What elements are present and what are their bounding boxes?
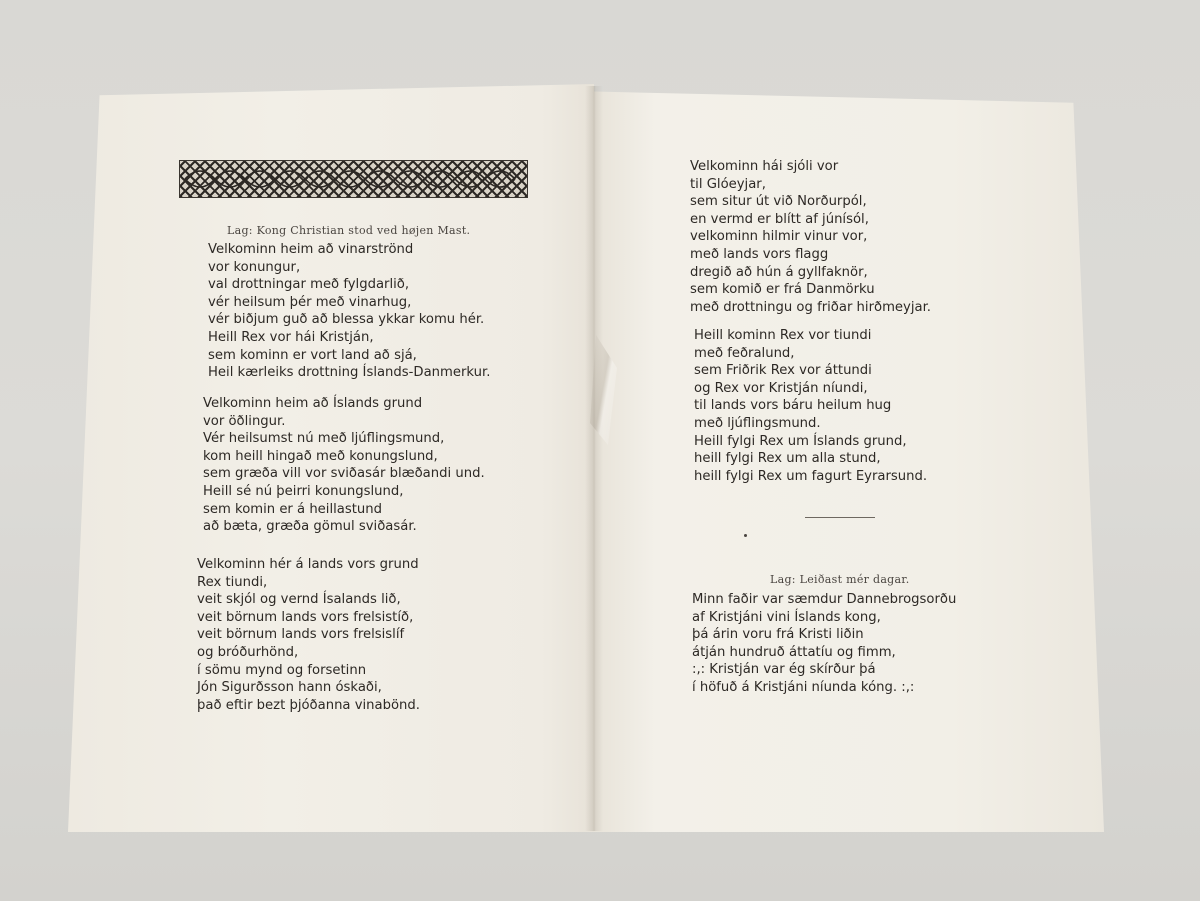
verse-line: með ljúflingsmund. (694, 415, 821, 431)
verse-line: veit börnum lands vors frelsistíð, (197, 609, 414, 625)
verse-line: Rex tiundi, (197, 574, 268, 590)
verse-line: þá árin voru frá Kristi liðin (692, 627, 864, 643)
verse-line: val drottningar með fylgdarlið, (208, 277, 410, 293)
verse-line: Jón Sigurðsson hann óskaði, (197, 680, 382, 696)
verse-line: vor konungur, (208, 259, 301, 275)
verse-line: af Kristjáni vini Íslands kong, (692, 609, 881, 625)
verse-line: Heill kominn Rex vor tiundi (694, 328, 872, 343)
verse-line: með lands vors flagg (690, 246, 829, 262)
verse-line: með drottningu og friðar hirðmeyjar. (690, 299, 931, 315)
book-gutter (585, 86, 603, 831)
verse-line: til Glóeyjar, (690, 176, 766, 192)
verse-line: Minn faðir var sæmdur Dannebrogsorðu (692, 592, 957, 607)
verse-line: Heil kærleiks drottning Íslands-Danmerkur. (208, 365, 491, 381)
song-2-stanza (692, 591, 956, 697)
verse-line: Heill sé nú þeirri konungslund, (203, 483, 404, 499)
verse-line: sem komið er frá Danmörku (690, 282, 875, 298)
verse-line: Velkominn heim að vinarströnd (208, 242, 414, 257)
stanza-4 (690, 158, 931, 316)
section-divider (805, 517, 875, 518)
verse-line: sem komin er á heillastund (203, 501, 382, 517)
verse-line: heill fylgi Rex um alla stund, (694, 451, 881, 467)
verse-line: sem Friðrik Rex vor áttundi (694, 363, 872, 379)
verse-line: og bróðurhönd, (197, 644, 299, 660)
stanza-1 (208, 241, 490, 382)
verse-line: vér biðjum guð að blessa ykkar komu hér. (208, 312, 485, 328)
verse-line: Vér heilsumst nú með ljúflingsmund, (203, 431, 445, 447)
ink-speck (744, 534, 747, 537)
verse-line: vor öðlingur. (203, 413, 286, 429)
verse-line: í sömu mynd og forsetinn (197, 662, 367, 678)
verse-line: sem situr út við Norðurpól, (690, 194, 867, 210)
verse-line: en vermd er blítt af júnísól, (690, 211, 869, 227)
verse-line: Heill Rex vor hái Kristján, (208, 329, 374, 345)
verse-line: kom heill hingað með konungslund, (203, 448, 438, 464)
tune-label-right: Lag: Leiðast mér dagar. (770, 573, 910, 586)
verse-line: það eftir bezt þjóðanna vinabönd. (197, 697, 420, 713)
tune-label-left: Lag: Kong Christian stod ved højen Mast. (227, 224, 471, 237)
verse-line: átján hundruð áttatíu og fimm, (692, 644, 896, 660)
stanza-3 (197, 556, 420, 714)
stanza-5 (694, 327, 927, 485)
verse-line: til lands vors báru heilum hug (694, 398, 892, 414)
verse-line: sem græða vill vor sviðasár blæðandi und. (203, 466, 485, 482)
verse-line: með feðralund, (694, 345, 795, 361)
verse-line: sem kominn er vort land að sjá, (208, 347, 417, 363)
verse-line: Velkominn heim að Íslands grund (203, 396, 423, 411)
verse-line: Heill fylgi Rex um Íslands grund, (694, 433, 907, 449)
stanza-2 (203, 395, 485, 536)
ornamental-border (179, 160, 528, 198)
verse-line: vér heilsum þér með vinarhug, (208, 294, 412, 310)
verse-line: :,: Kristján var ég skírður þá (692, 662, 876, 678)
verse-line: velkominn hilmir vinur vor, (690, 229, 868, 245)
verse-line: að bæta, græða gömul sviðasár. (203, 519, 417, 535)
verse-line: heill fylgi Rex um fagurt Eyrarsund. (694, 468, 928, 484)
verse-line: Velkominn hér á lands vors grund (197, 557, 419, 572)
verse-line: dregið að hún á gyllfaknör, (690, 264, 868, 280)
verse-line: í höfuð á Kristjáni níunda kóng. :,: (692, 679, 915, 695)
verse-line: og Rex vor Kristján níundi, (694, 380, 868, 396)
verse-line: veit skjól og vernd Ísalands lið, (197, 592, 401, 608)
verse-line: veit börnum lands vors frelsislíf (197, 627, 405, 643)
verse-line: Velkominn hái sjóli vor (690, 159, 839, 174)
